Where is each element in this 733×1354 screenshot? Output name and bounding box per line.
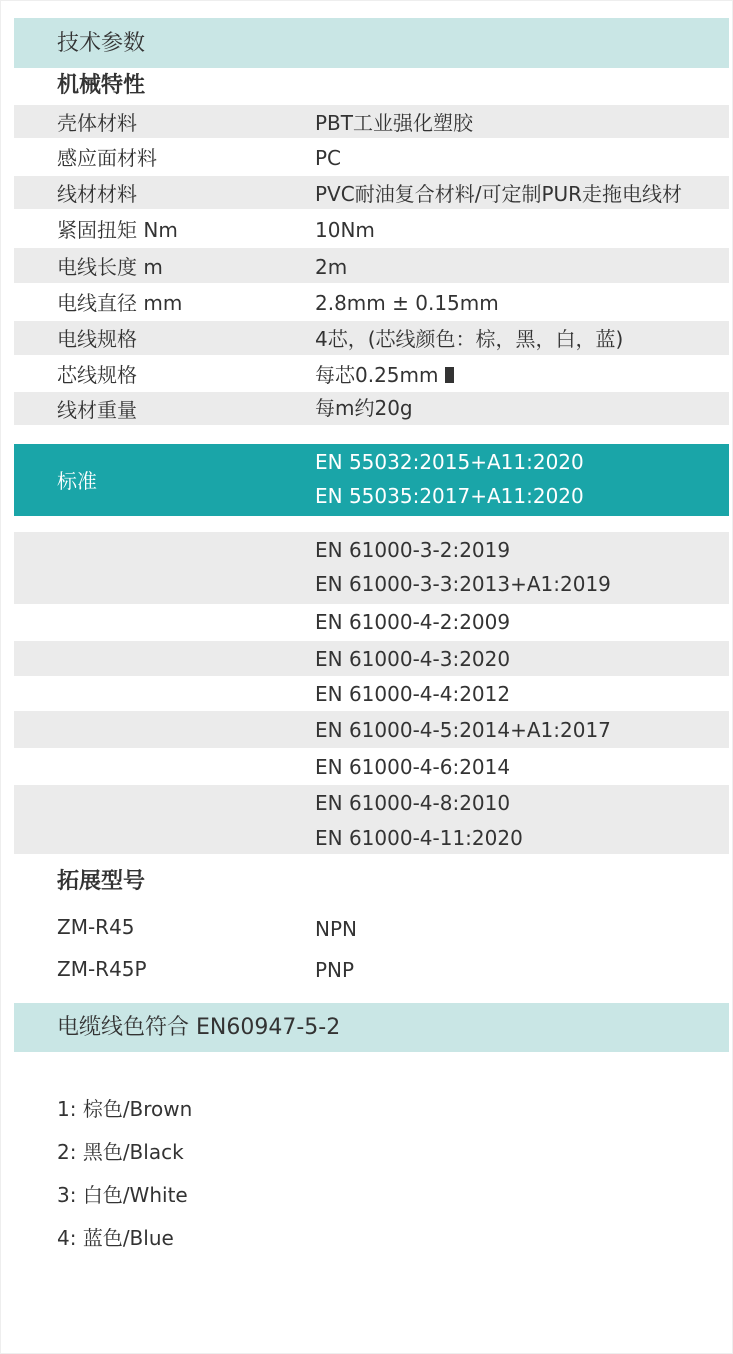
spec-label: 电线规格	[57, 327, 137, 351]
spec-value: 4芯，(芯线颜色：棕，黑，白，蓝)	[315, 327, 624, 351]
standard-item: EN 55032:2015+A11:2020	[315, 450, 584, 474]
model-name: ZM-R45	[57, 915, 135, 939]
standard-item: EN 61000-4-11:2020	[315, 826, 523, 850]
spec-label: 电线长度 m	[57, 255, 163, 279]
spec-value-core	[315, 363, 454, 387]
spec-value: PVC耐油复合材料/可定制PUR走拖电线材	[315, 182, 683, 206]
spec-value: 2.8mm ± 0.15mm	[315, 291, 499, 315]
spec-label: 电线直径 mm	[57, 291, 183, 315]
standard-item: EN 61000-4-2:2009	[315, 610, 511, 634]
page-title: 技术参数	[57, 31, 146, 56]
model-type: PNP	[315, 958, 355, 982]
spec-label: 紧固扭矩 Nm	[57, 218, 178, 242]
standard-item: EN 55035:2017+A11:2020	[315, 484, 584, 508]
spec-value: 每m约20g	[315, 396, 413, 420]
spec-label: 线材材料	[57, 182, 137, 206]
section-heading-mechanical: 机械特性	[57, 73, 146, 98]
color-item: 3: 白色/White	[57, 1183, 188, 1207]
model-type: NPN	[315, 917, 357, 941]
spec-value: 每芯0.25mm	[315, 363, 439, 387]
color-item: 4: 蓝色/Blue	[57, 1226, 174, 1250]
cable-color-heading: 电缆线色符合 EN60947-5-2	[57, 1015, 341, 1040]
spec-value: PBT工业强化塑胶	[315, 111, 473, 135]
section-heading-extension: 拓展型号	[57, 869, 146, 894]
standard-item: EN 61000-3-3:2013+A1:2019	[315, 572, 611, 596]
standard-item: EN 61000-3-2:2019	[315, 538, 511, 562]
color-item: 1: 棕色/Brown	[57, 1097, 193, 1121]
spec-label: 芯线规格	[57, 363, 137, 387]
spec-value: 10Nm	[315, 218, 375, 242]
standard-item: EN 61000-4-3:2020	[315, 647, 511, 671]
standards-label: 标准	[57, 469, 97, 493]
standard-item: EN 61000-4-4:2012	[315, 682, 511, 706]
color-item: 2: 黑色/Black	[57, 1140, 184, 1164]
spec-value: PC	[315, 146, 342, 170]
model-name: ZM-R45P	[57, 957, 147, 981]
spec-label: 壳体材料	[57, 111, 137, 135]
square-mark-icon	[445, 367, 454, 383]
standard-item: EN 61000-4-5:2014+A1:2017	[315, 718, 611, 742]
standard-item: EN 61000-4-8:2010	[315, 791, 511, 815]
spec-label: 感应面材料	[57, 146, 157, 170]
spec-value: 2m	[315, 255, 348, 279]
standard-item: EN 61000-4-6:2014	[315, 755, 511, 779]
spec-label: 线材重量	[57, 398, 137, 422]
